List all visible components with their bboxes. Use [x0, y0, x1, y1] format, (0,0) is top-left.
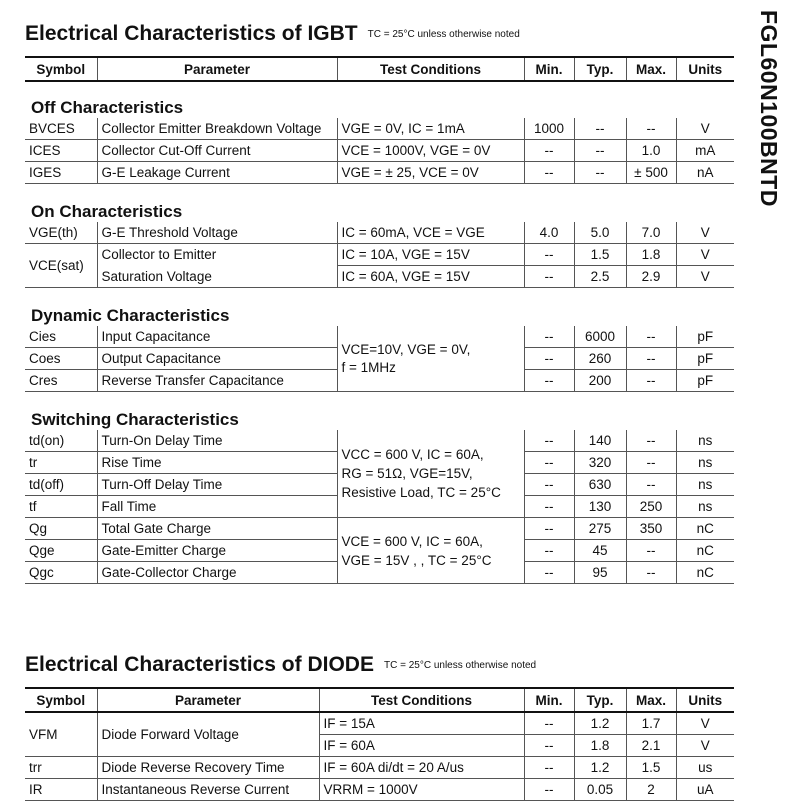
condition: VCE = 1000V, VGE = 0V	[337, 140, 524, 162]
min: --	[524, 370, 574, 392]
min: --	[524, 562, 574, 584]
parameter: Diode Forward Voltage	[97, 712, 319, 757]
table-row	[25, 118, 734, 140]
min: 1000	[524, 118, 574, 140]
min: --	[524, 712, 574, 735]
min: --	[524, 140, 574, 162]
min: --	[524, 518, 574, 540]
parameter: Rise Time	[97, 452, 337, 474]
parameter: G-E Leakage Current	[97, 162, 337, 184]
typ: 275	[574, 518, 626, 540]
unit: us	[676, 757, 734, 779]
igbt-heading	[25, 22, 520, 46]
typ: 95	[574, 562, 626, 584]
col-max: Max.	[626, 688, 676, 712]
max: 1.0	[626, 140, 676, 162]
condition: VRRM = 1000V	[319, 779, 524, 801]
unit: V	[676, 244, 734, 266]
max: --	[626, 370, 676, 392]
min: --	[524, 540, 574, 562]
condition-line: Resistive Load, TC = 25°C	[341, 485, 501, 500]
typ: 320	[574, 452, 626, 474]
symbol: Cies	[25, 326, 97, 348]
table-row	[25, 326, 734, 348]
parameter: Instantaneous Reverse Current	[97, 779, 319, 801]
max: --	[626, 474, 676, 496]
symbol: VGE(th)	[25, 222, 97, 244]
max: --	[626, 348, 676, 370]
table-row	[25, 266, 734, 288]
col-typ: Typ.	[574, 57, 626, 81]
symbol: BVCES	[25, 118, 97, 140]
max: 2.1	[626, 735, 676, 757]
parameter: Gate-Collector Charge	[97, 562, 337, 584]
symbol: Qg	[25, 518, 97, 540]
diode-title: Electrical Characteristics of DIODE	[25, 653, 374, 676]
table-row	[25, 518, 734, 540]
min: --	[524, 496, 574, 518]
symbol: IR	[25, 779, 97, 801]
max: 2.9	[626, 266, 676, 288]
condition: IC = 60A, VGE = 15V	[337, 266, 524, 288]
unit: ns	[676, 496, 734, 518]
max: 1.5	[626, 757, 676, 779]
unit: ns	[676, 430, 734, 452]
max: --	[626, 562, 676, 584]
col-symbol: Symbol	[25, 688, 97, 712]
igbt-title: Electrical Characteristics of IGBT	[25, 22, 358, 45]
condition-line: VCE = 600 V, IC = 60A,	[341, 533, 483, 549]
unit: V	[676, 266, 734, 288]
symbol: tr	[25, 452, 97, 474]
max: --	[626, 540, 676, 562]
condition: IF = 15A	[319, 712, 524, 735]
part-number: FGL60N100BNTD	[756, 10, 782, 207]
condition-line: VGE = 15V , , TC = 25°C	[341, 552, 492, 568]
col-units: Units	[676, 688, 734, 712]
symbol: trr	[25, 757, 97, 779]
typ: --	[574, 140, 626, 162]
min: --	[524, 452, 574, 474]
unit: ns	[676, 474, 734, 496]
typ: 0.05	[574, 779, 626, 801]
symbol: tf	[25, 496, 97, 518]
max: --	[626, 326, 676, 348]
max: 1.8	[626, 244, 676, 266]
condition-line: VCC = 600 V, IC = 60A,	[341, 447, 484, 462]
diode-note: TC = 25°C unless otherwise noted	[383, 659, 537, 671]
symbol: VFM	[25, 712, 97, 757]
section-dynamic: Dynamic Characteristics	[31, 306, 230, 325]
symbol: ICES	[25, 140, 97, 162]
parameter: Output Capacitance	[97, 348, 337, 370]
condition-line: f = 1MHz	[341, 359, 396, 375]
typ: 1.2	[574, 712, 626, 735]
parameter: Turn-On Delay Time	[97, 430, 337, 452]
max: 1.7	[626, 712, 676, 735]
min: 4.0	[524, 222, 574, 244]
part-number-vertical	[752, 10, 782, 270]
symbol: Qgc	[25, 562, 97, 584]
symbol: Cres	[25, 370, 97, 392]
table-row	[25, 430, 734, 452]
col-test-conditions: Test Conditions	[337, 57, 524, 81]
min: --	[524, 162, 574, 184]
section-switching: Switching Characteristics	[31, 410, 239, 429]
table-row	[25, 222, 734, 244]
symbol: Qge	[25, 540, 97, 562]
unit: V	[676, 735, 734, 757]
unit: V	[676, 222, 734, 244]
col-parameter: Parameter	[97, 688, 319, 712]
max: 350	[626, 518, 676, 540]
typ: 1.5	[574, 244, 626, 266]
parameter: Turn-Off Delay Time	[97, 474, 337, 496]
min: --	[524, 266, 574, 288]
typ: 1.2	[574, 757, 626, 779]
min: --	[524, 735, 574, 757]
min: --	[524, 757, 574, 779]
unit: nC	[676, 540, 734, 562]
max: ± 500	[626, 162, 676, 184]
min: --	[524, 326, 574, 348]
igbt-table	[25, 56, 734, 584]
section-off: Off Characteristics	[31, 98, 184, 117]
max: --	[626, 452, 676, 474]
parameter: Input Capacitance	[97, 326, 337, 348]
condition-switching	[337, 430, 524, 518]
symbol: IGES	[25, 162, 97, 184]
max: 250	[626, 496, 676, 518]
min: --	[524, 244, 574, 266]
typ: 5.0	[574, 222, 626, 244]
condition: VGE = ± 25, VCE = 0V	[337, 162, 524, 184]
min: --	[524, 348, 574, 370]
condition: IC = 60mA, VCE = VGE	[337, 222, 524, 244]
parameter: Gate-Emitter Charge	[97, 540, 337, 562]
table-row	[25, 244, 734, 266]
parameter: Diode Reverse Recovery Time	[97, 757, 319, 779]
parameter: Saturation Voltage	[97, 266, 337, 288]
parameter: Total Gate Charge	[97, 518, 337, 540]
col-max: Max.	[626, 57, 676, 81]
parameter: Collector to Emitter	[97, 244, 337, 266]
diode-heading	[25, 653, 536, 677]
symbol: VCE(sat)	[25, 244, 97, 288]
table-row	[25, 140, 734, 162]
typ: 2.5	[574, 266, 626, 288]
unit: nC	[676, 562, 734, 584]
typ: 200	[574, 370, 626, 392]
diode-header-row	[25, 688, 734, 712]
col-typ: Typ.	[574, 688, 626, 712]
typ: --	[574, 118, 626, 140]
unit: V	[676, 118, 734, 140]
min: --	[524, 779, 574, 801]
parameter: Reverse Transfer Capacitance	[97, 370, 337, 392]
max: 2	[626, 779, 676, 801]
condition: VGE = 0V, IC = 1mA	[337, 118, 524, 140]
condition-dynamic	[337, 326, 524, 392]
condition: IF = 60A di/dt = 20 A/us	[319, 757, 524, 779]
condition: IF = 60A	[319, 735, 524, 757]
unit: uA	[676, 779, 734, 801]
condition-line: VCE=10V, VGE = 0V,	[341, 341, 471, 357]
typ: --	[574, 162, 626, 184]
typ: 630	[574, 474, 626, 496]
col-units: Units	[676, 57, 734, 81]
parameter: G-E Threshold Voltage	[97, 222, 337, 244]
min: --	[524, 430, 574, 452]
table-row	[25, 757, 734, 779]
col-min: Min.	[524, 57, 574, 81]
igbt-note: TC = 25°C unless otherwise noted	[367, 28, 520, 40]
table-row	[25, 779, 734, 801]
col-symbol: Symbol	[25, 57, 97, 81]
unit: ns	[676, 452, 734, 474]
parameter: Collector Emitter Breakdown Voltage	[97, 118, 337, 140]
col-min: Min.	[524, 688, 574, 712]
condition-line: RG = 51Ω, VGE=15V,	[341, 466, 473, 481]
typ: 45	[574, 540, 626, 562]
col-test-conditions: Test Conditions	[319, 688, 524, 712]
typ: 6000	[574, 326, 626, 348]
parameter: Collector Cut-Off Current	[97, 140, 337, 162]
condition: IC = 10A, VGE = 15V	[337, 244, 524, 266]
min: --	[524, 474, 574, 496]
unit: nA	[676, 162, 734, 184]
diode-table	[25, 687, 734, 801]
unit: pF	[676, 348, 734, 370]
unit: pF	[676, 326, 734, 348]
table-row	[25, 712, 734, 735]
section-on: On Characteristics	[31, 202, 183, 221]
unit: mA	[676, 140, 734, 162]
max: --	[626, 118, 676, 140]
typ: 140	[574, 430, 626, 452]
symbol: td(on)	[25, 430, 97, 452]
parameter: Fall Time	[97, 496, 337, 518]
max: --	[626, 430, 676, 452]
typ: 260	[574, 348, 626, 370]
max: 7.0	[626, 222, 676, 244]
table-row	[25, 162, 734, 184]
unit: V	[676, 712, 734, 735]
typ: 130	[574, 496, 626, 518]
symbol: td(off)	[25, 474, 97, 496]
typ: 1.8	[574, 735, 626, 757]
igbt-header-row	[25, 57, 734, 81]
symbol: Coes	[25, 348, 97, 370]
unit: pF	[676, 370, 734, 392]
condition-gate-charge	[337, 518, 524, 584]
col-parameter: Parameter	[97, 57, 337, 81]
unit: nC	[676, 518, 734, 540]
